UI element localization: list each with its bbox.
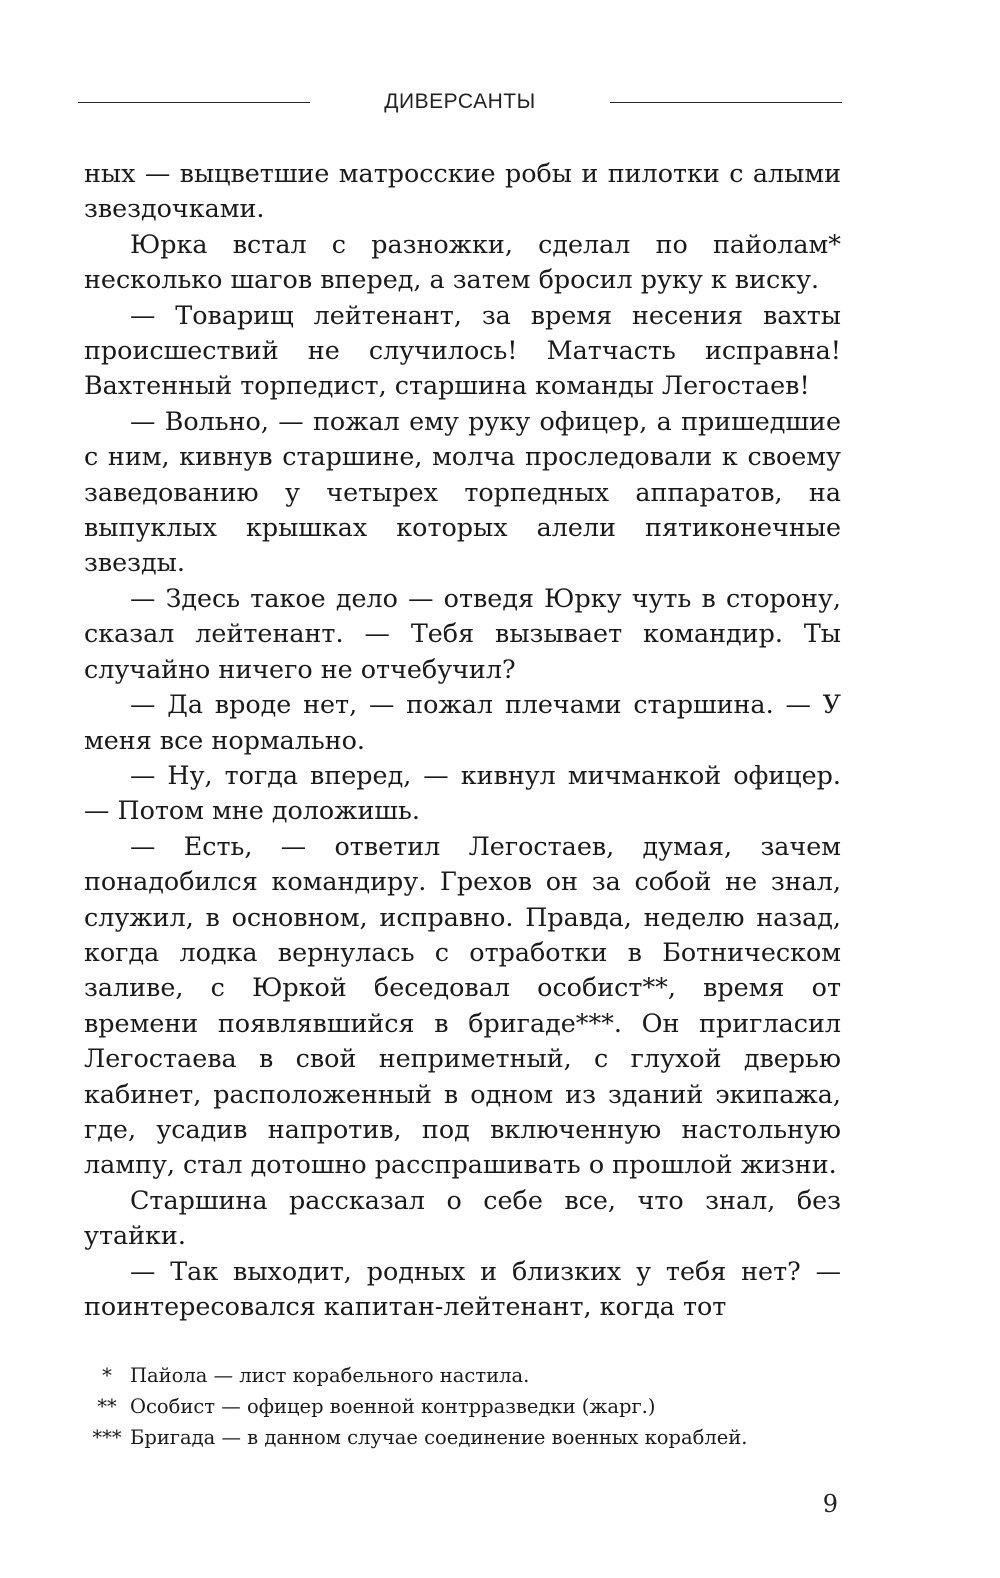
- footnote-mark: *: [102, 1364, 112, 1387]
- paragraph: ных — выцветшие матросские робы и пилотки с алыми звездочками.: [84, 158, 841, 224]
- paragraph: — Так выходит, родных и близких у тебя нет? — поинтересовался капитан-лейтенант, когда тот: [84, 1255, 841, 1321]
- paragraph: Старшина рассказал о себе все, что знал, без утайки.: [84, 1184, 841, 1251]
- paragraph: — Товарищ лейтенант, за время несения вахты происшествий не случилось! Матчасть исправна! Вахтенный торпедист, старшина команды Легостаев!: [84, 299, 841, 401]
- footnote: [84, 1422, 841, 1453]
- body-text: [84, 156, 841, 1324]
- paragraph: — Есть, — ответил Легостаев, думая, зачем понадобился командиру. Грехов он за собой не знал, служил, в основном, исправно. Правда, неделю назад, когда лодка вернулась с отработки в Ботническом заливе, с Юркой беседовал особист**, время от времени появлявшийся в бригаде***. Он пригласил Легостаева в свой неприметный, с глухой дверью кабинет, расположенный в одном из зданий экипажа, где, усадив напротив, под включенную настольную лампу, стал дотошно расспрашивать о прошлой жизни.: [84, 830, 841, 1180]
- header-rule-right: [610, 102, 842, 103]
- footnote-mark: ***: [92, 1426, 122, 1449]
- footnote: [84, 1391, 841, 1422]
- running-header: [78, 86, 842, 118]
- paragraph: — Да вроде нет, — пожал плечами старшина. — У меня все нормально.: [84, 689, 841, 755]
- footnote: [84, 1360, 841, 1391]
- paragraph: — Здесь такое дело — отведя Юрку чуть в сторону, сказал лейтенант. — Тебя вызывает командир. Ты случайно ничего не отчебучил?: [84, 582, 841, 684]
- page-number: 9: [822, 1490, 838, 1518]
- footnote-text: Бригада — в данном случае соединение военных кораблей.: [130, 1426, 748, 1449]
- header-rule-left: [78, 102, 310, 103]
- footnotes: [84, 1360, 841, 1453]
- footnote-text: Особист — офицер военной контрразведки (жарг.): [130, 1395, 656, 1418]
- paragraph: Юрка встал с разножки, сделал по пайолам* несколько шагов вперед, а затем бросил руку к виску.: [84, 228, 841, 295]
- paragraph: — Вольно, — пожал ему руку офицер, а пришедшие с ним, кивнув старшине, молча проследовали к своему заведованию у четырех торпедных аппаратов, на выпуклых крышках которых алели пятиконечные звезды.: [84, 405, 841, 578]
- paragraph: — Ну, тогда вперед, — кивнул мичманкой офицер. — Потом мне доложишь.: [84, 759, 841, 826]
- running-title: ДИВЕРСАНТЫ: [384, 90, 536, 113]
- footnote-mark: **: [97, 1395, 117, 1418]
- footnote-text: Пайола — лист корабельного настила.: [130, 1364, 530, 1387]
